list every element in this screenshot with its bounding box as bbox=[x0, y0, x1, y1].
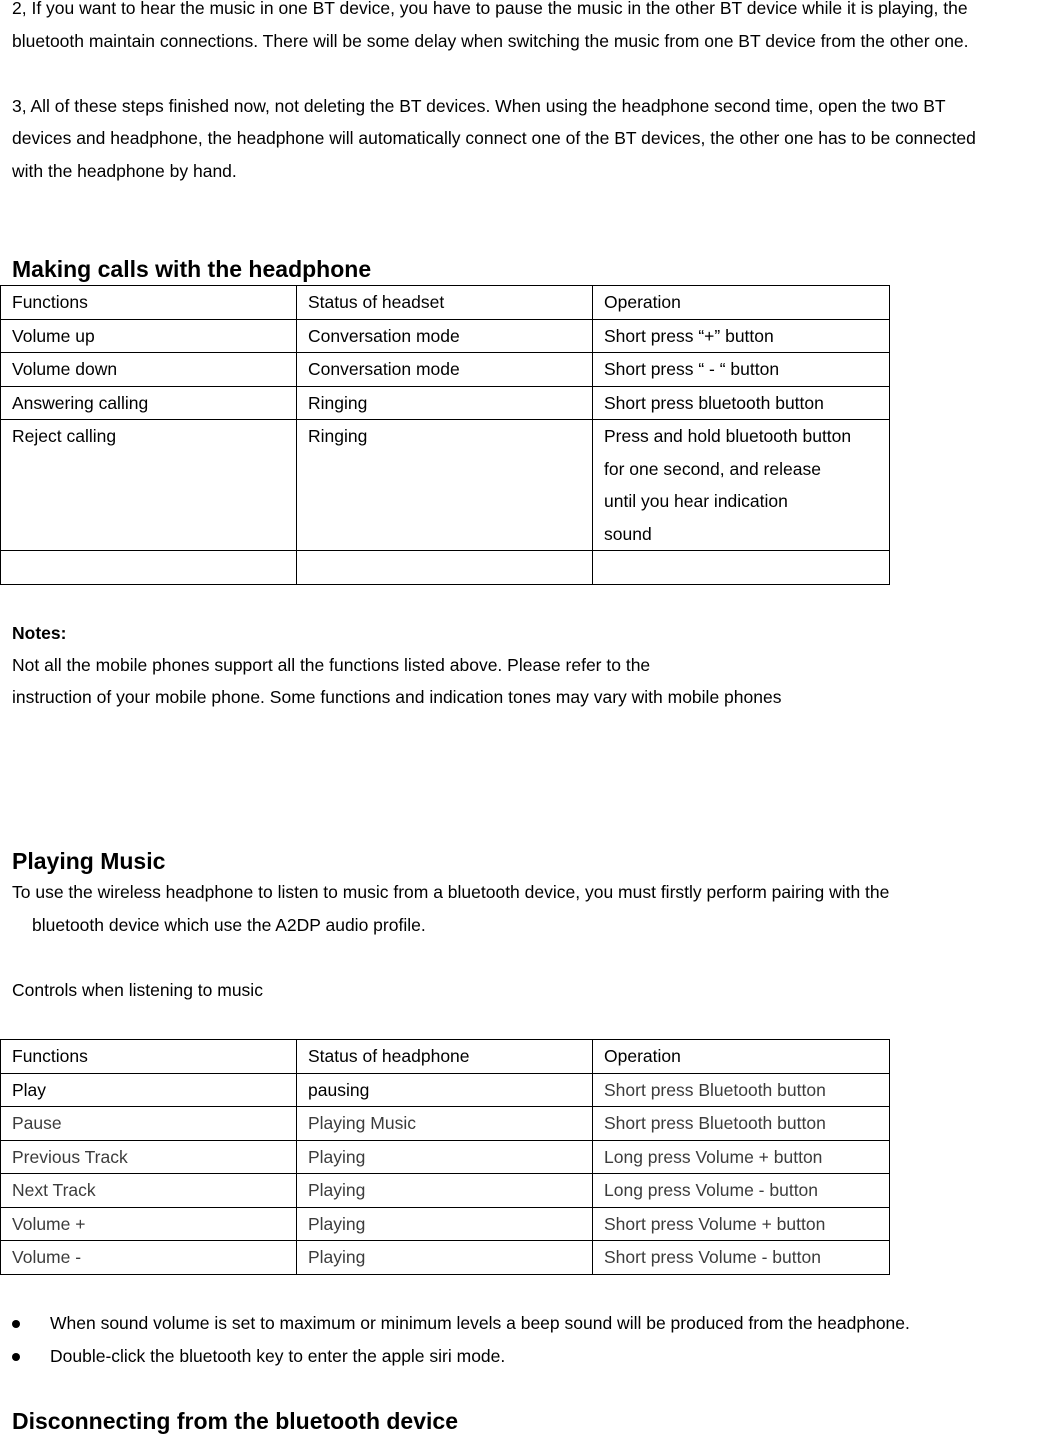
table-cell: Conversation mode bbox=[297, 353, 593, 387]
table-cell-empty bbox=[593, 551, 890, 585]
table-cell: Volume down bbox=[1, 353, 297, 387]
table-row bbox=[1, 420, 890, 551]
table-cell: pausing bbox=[297, 1073, 593, 1107]
section-heading-making-calls: Making calls with the headphone bbox=[12, 256, 372, 282]
table-cell: Short press Volume - button bbox=[593, 1241, 890, 1275]
table-row bbox=[1, 1140, 890, 1174]
table-row bbox=[1, 1107, 890, 1141]
table-header-cell: Operation bbox=[593, 286, 890, 320]
cell-line: until you hear indication bbox=[604, 491, 788, 511]
table-cell-empty bbox=[297, 551, 593, 585]
table-cell: Volume up bbox=[1, 319, 297, 353]
table-cell: Short press Bluetooth button bbox=[593, 1073, 890, 1107]
table-cell: Playing Music bbox=[297, 1107, 593, 1141]
table-cell: Answering calling bbox=[1, 386, 297, 420]
table-row bbox=[1, 1241, 890, 1275]
table-cell: Volume + bbox=[1, 1207, 297, 1241]
table-cell: Short press Volume + button bbox=[593, 1207, 890, 1241]
table-cell: Short press Bluetooth button bbox=[593, 1107, 890, 1141]
cell-line: for one second, and release bbox=[604, 458, 821, 479]
table-cell: Long press Volume - button bbox=[593, 1174, 890, 1208]
table-cell: Short press “+” button bbox=[593, 319, 890, 353]
table-row bbox=[1, 1073, 890, 1107]
table-cell: Previous Track bbox=[1, 1140, 297, 1174]
table-cell: Ringing bbox=[297, 420, 593, 551]
table-cell: Short press bluetooth button bbox=[593, 386, 890, 420]
bullet-text: When sound volume is set to maximum or minimum levels a beep sound will be produced from the headphone. bbox=[50, 1313, 910, 1333]
table-row bbox=[1, 353, 890, 387]
table-header-cell: Status of headset bbox=[297, 286, 593, 320]
table-cell: Conversation mode bbox=[297, 319, 593, 353]
table-header-cell: Functions bbox=[1, 1040, 297, 1074]
notes-line-2: instruction of your mobile phone. Some functions and indication tones may vary with mobile phones bbox=[12, 687, 782, 707]
table-cell: Next Track bbox=[1, 1174, 297, 1208]
table-cell-multiline bbox=[593, 420, 890, 551]
table-cell: Reject calling bbox=[1, 420, 297, 551]
music-intro-line-2: bluetooth device which use the A2DP audio profile. bbox=[32, 915, 426, 935]
music-intro-line-1: To use the wireless headphone to listen to music from a bluetooth device, you must firstly perform pairing with the bbox=[12, 882, 890, 902]
table-cell: Playing bbox=[297, 1174, 593, 1208]
table-cell: Play bbox=[1, 1073, 297, 1107]
table-header-cell: Operation bbox=[593, 1040, 890, 1074]
section-heading-disconnecting: Disconnecting from the bluetooth device bbox=[12, 1408, 458, 1434]
table-cell: Pause bbox=[1, 1107, 297, 1141]
section-heading-playing-music: Playing Music bbox=[12, 848, 166, 874]
notes-line-1: Not all the mobile phones support all the functions listed above. Please refer to the bbox=[12, 655, 651, 675]
cell-line: Press and hold bluetooth button bbox=[604, 426, 852, 446]
table-row bbox=[1, 319, 890, 353]
table-header-row bbox=[1, 286, 890, 320]
table-cell: Volume - bbox=[1, 1241, 297, 1275]
table-cell: Short press “ - “ button bbox=[593, 353, 890, 387]
table-row bbox=[1, 1174, 890, 1208]
table-cell: Playing bbox=[297, 1140, 593, 1174]
paragraph-3-line-1: 3, All of these steps finished now, not deleting the BT devices. When using the headphone second time, open the two BT bbox=[12, 96, 946, 116]
bullet-dot-icon bbox=[12, 1320, 20, 1328]
bullet-text: Double-click the bluetooth key to enter the apple siri mode. bbox=[50, 1346, 506, 1366]
table-header-cell: Functions bbox=[1, 286, 297, 320]
paragraph-2-line-1: 2, If you want to hear the music in one BT device, you have to pause the music in the other BT device while it is playing, the bbox=[12, 0, 968, 18]
table-cell-empty bbox=[1, 551, 297, 585]
table-row-empty bbox=[1, 551, 890, 585]
notes-label: Notes: bbox=[12, 623, 67, 643]
table-row bbox=[1, 1207, 890, 1241]
controls-label: Controls when listening to music bbox=[12, 980, 263, 1000]
calls-table bbox=[0, 285, 890, 585]
paragraph-3-line-2: devices and headphone, the headphone will automatically connect one of the BT devices, the other one has to be connected bbox=[12, 128, 976, 148]
music-controls-table bbox=[0, 1039, 890, 1275]
table-cell: Ringing bbox=[297, 386, 593, 420]
paragraph-2-line-2: bluetooth maintain connections. There will be some delay when switching the music from one BT device from the other one. bbox=[12, 31, 969, 51]
table-header-cell: Status of headphone bbox=[297, 1040, 593, 1074]
table-header-row bbox=[1, 1040, 890, 1074]
cell-line: sound bbox=[604, 523, 652, 544]
table-cell: Playing bbox=[297, 1241, 593, 1275]
bullet-dot-icon bbox=[12, 1353, 20, 1361]
table-cell: Playing bbox=[297, 1207, 593, 1241]
paragraph-3-line-3: with the headphone by hand. bbox=[12, 161, 237, 181]
table-cell: Long press Volume + button bbox=[593, 1140, 890, 1174]
table-row bbox=[1, 386, 890, 420]
